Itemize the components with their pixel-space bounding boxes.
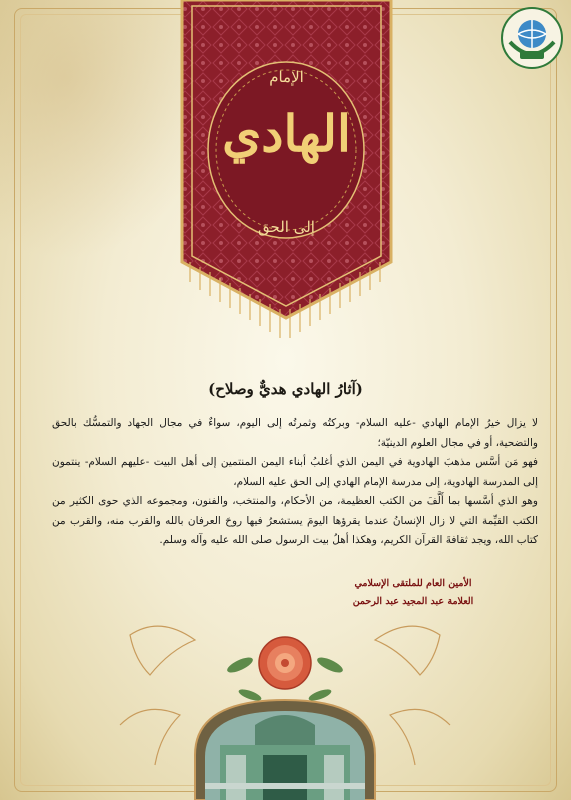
- banner-top-text: الإمام: [269, 68, 304, 86]
- imam-banner: [176, 0, 397, 345]
- floral-ornament: [100, 605, 470, 800]
- article-body: [52, 414, 538, 551]
- banner-bottom-text: إلى الحق: [258, 218, 315, 236]
- paragraph: فهو مَن أسَّس مذهبَ الهادوية في اليمن الذي أغلبُ أبناء اليمن المنتمين إلى أهل البيت -عليهم السلام- ينتمون إلى المدرسة الهادوية، إلى مدرسة الإمام الهادي إلى الحق عليه السلام،: [52, 456, 538, 488]
- article-title: (آثارُ الهادي هديٌّ وصلاح): [208, 380, 363, 398]
- banner-calligraphy: الهادي: [222, 104, 351, 163]
- paragraph: لا يزال خيرُ الإمام الهادي -عليه السلام- وبركتُه وثمرتُه إلى اليوم، سواءٌ في مجال الجهاد والتمسُّك بالحق والتضحية، أو في مجال العلوم الدينيّة؛: [52, 417, 538, 449]
- paragraph: وهو الذي أسَّسها بما أَلَّفَ من الكتب العظيمة، من الأحكام، والمنتخب، والفنون، ومجموعه الذي حوى الكثير من الكتب القيِّمة التي لا زال الإنسانُ عندما يقرؤها اليومَ يستشعرُ فيها روحَ العرفان بالله والقرب منه، والقرب من كتاب الله، ويجد ثقافةَ القرآن الكريم، وهكذا أهلُ بيت الرسول صلى الله عليه وآله وسلم.: [52, 495, 538, 546]
- signature-name: العلامة عبد المجيد عبد الرحمن: [352, 596, 474, 607]
- signature-title: الأمين العام للملتقى الإسلامي: [354, 578, 472, 589]
- organization-logo: [500, 6, 564, 70]
